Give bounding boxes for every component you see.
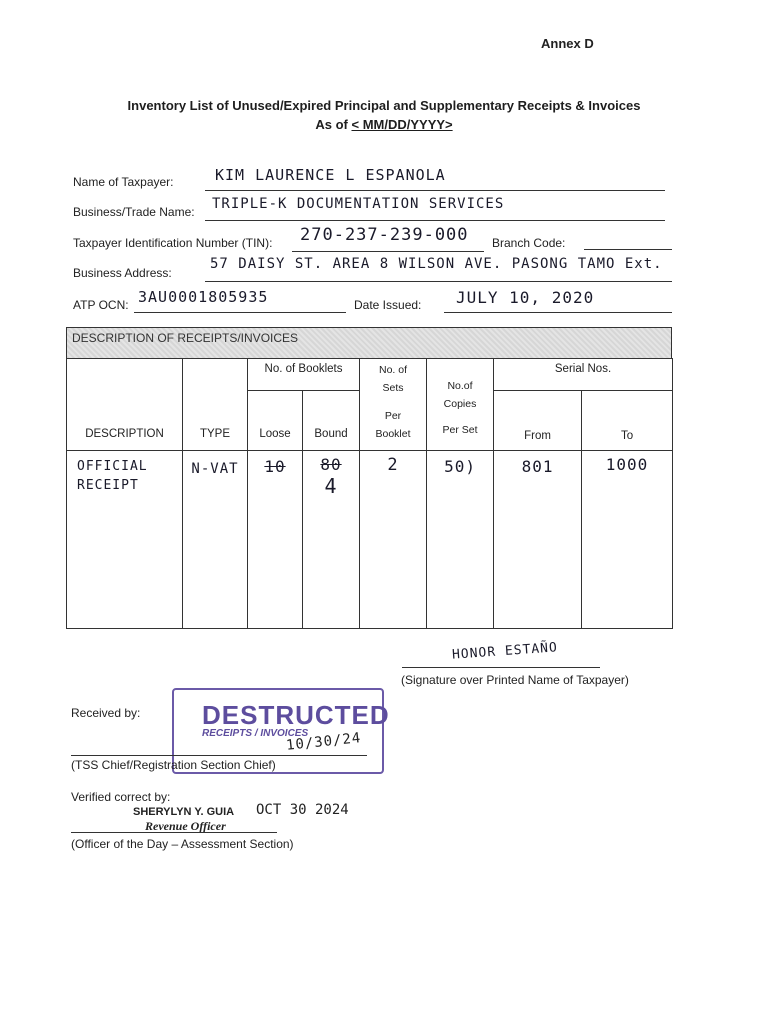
officer-title: Revenue Officer <box>145 819 226 833</box>
tin-underline <box>292 251 484 252</box>
address-value: 57 DAISY ST. AREA 8 WILSON AVE. PASONG TAMO Ext. <box>210 256 663 272</box>
received-caption: (TSS Chief/Registration Section Chief) <box>71 758 276 772</box>
bound-header: Bound <box>314 428 348 440</box>
copies-header-cell <box>427 359 494 451</box>
stamp-text: DESTRUCTED <box>202 700 390 730</box>
bound-header-cell <box>303 391 360 451</box>
date-issued-underline <box>444 312 672 313</box>
date-issued-value: JULY 10, 2020 <box>456 288 595 307</box>
serial-header-cell <box>494 359 673 391</box>
row-sets: 2 <box>387 455 399 475</box>
address-label: Business Address: <box>73 266 172 280</box>
verified-label: Verified correct by: <box>71 790 171 804</box>
row-loose-struck: 10 <box>264 457 286 476</box>
booklets-header: No. of Booklets <box>264 363 343 375</box>
row-to-cell <box>582 451 673 629</box>
stamp-date: 10/30/24 <box>285 730 363 754</box>
atp-ocn-underline <box>134 312 346 313</box>
row-description-line: OFFICIAL <box>77 459 148 474</box>
signature-caption: (Signature over Printed Name of Taxpayer) <box>401 673 629 687</box>
row-to: 1000 <box>605 455 649 474</box>
taxpayer-value: KIM LAURENCE L ESPANOLA <box>215 166 446 184</box>
booklets-header-cell <box>248 359 360 391</box>
row-bound-corrected: 4 <box>324 474 338 498</box>
row-copies-cell <box>427 451 494 629</box>
document-title: Inventory List of Unused/Expired Principal and Supplementary Receipts & Invoices <box>127 98 641 113</box>
row-loose-cell <box>248 451 303 629</box>
row-type-cell <box>183 451 248 629</box>
date-issued-label: Date Issued: <box>354 298 422 312</box>
copies-header-line: Copies <box>443 398 477 410</box>
row-description-cell <box>67 451 183 629</box>
from-header: From <box>524 430 551 442</box>
business-value: TRIPLE-K DOCUMENTATION SERVICES <box>212 196 505 212</box>
row-description-line: RECEIPT <box>77 478 139 493</box>
type-header-cell <box>183 359 248 451</box>
stamp-subtext: RECEIPTS / INVOICES <box>202 728 309 739</box>
from-header-cell <box>494 391 582 451</box>
atp-ocn-label: ATP OCN: <box>73 298 129 312</box>
copies-header-line: Per Set <box>442 424 478 436</box>
atp-ocn-value: 3AU0001805935 <box>138 288 269 306</box>
taxpayer-signature: HONOR ESTAÑO <box>451 640 559 663</box>
copies-header-line: No.of <box>447 380 473 392</box>
description-header: DESCRIPTION <box>85 428 164 440</box>
serial-header: Serial Nos. <box>554 363 612 375</box>
to-header-cell <box>582 391 673 451</box>
taxpayer-underline <box>205 190 665 191</box>
row-from-cell <box>494 451 582 629</box>
business-label: Business/Trade Name: <box>73 205 195 219</box>
row-from: 801 <box>521 457 554 476</box>
receipts-table <box>66 358 673 629</box>
sets-header-cell <box>360 359 427 451</box>
signature-underline <box>402 667 600 668</box>
verified-underline <box>71 832 277 833</box>
as-of-prefix: As of <box>315 117 352 132</box>
received-underline <box>71 755 367 756</box>
sets-header-line: Sets <box>382 382 404 394</box>
business-underline <box>205 220 665 221</box>
sets-header-line: Per <box>384 410 402 422</box>
taxpayer-label: Name of Taxpayer: <box>73 175 174 189</box>
row-copies: 50) <box>444 457 476 476</box>
branch-code-label: Branch Code: <box>492 236 566 250</box>
as-of-value: < MM/DD/YYYY> <box>351 117 453 132</box>
loose-header-cell <box>248 391 303 451</box>
tin-label: Taxpayer Identification Number (TIN): <box>73 236 273 250</box>
to-header: To <box>620 430 634 442</box>
section-header <box>66 327 672 359</box>
row-bound-struck: 80 <box>320 455 342 474</box>
as-of-line <box>0 117 768 132</box>
address-underline <box>205 281 672 282</box>
officer-name: SHERYLYN Y. GUIA <box>133 806 235 818</box>
received-by-label: Received by: <box>71 706 141 720</box>
row-type: N-VAT <box>191 461 239 477</box>
tin-value: 270-237-239-000 <box>300 225 469 245</box>
loose-header: Loose <box>259 428 291 440</box>
verified-date: OCT 30 2024 <box>256 802 349 818</box>
row-bound-cell <box>303 451 360 629</box>
description-header-cell <box>67 359 183 451</box>
annex-label: Annex D <box>541 36 594 51</box>
branch-code-underline <box>584 249 672 250</box>
table-row <box>67 451 673 629</box>
row-sets-cell <box>360 451 427 629</box>
sets-header-line: Booklet <box>375 428 411 440</box>
type-header: TYPE <box>199 428 231 440</box>
sets-header-line: No. of <box>379 364 408 376</box>
verified-caption: (Officer of the Day – Assessment Section) <box>71 837 294 851</box>
section-title: DESCRIPTION OF RECEIPTS/INVOICES <box>72 331 299 345</box>
